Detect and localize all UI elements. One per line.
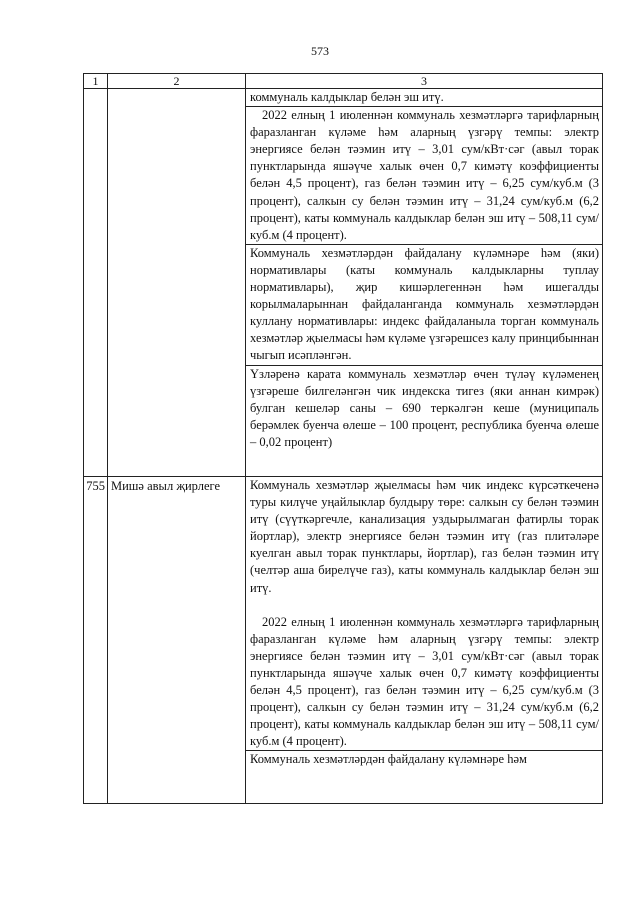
table-row: [84, 477, 603, 804]
settlement-name: [108, 89, 246, 477]
row-number: [84, 89, 108, 477]
table-row: [84, 89, 603, 477]
row-number: 755: [84, 477, 108, 804]
column-header-1: 1: [84, 74, 108, 89]
column-header-3: 3: [246, 74, 603, 89]
table-header-row: [84, 74, 603, 89]
paragraph: Үзләренә карата коммуналь хезмәтләр өчен түләү күләменең үзгәреше билгеләнгән чик индекска тигез (яки аннан кимрәк) булган кешеләр саны – 690 теркәлгән кеше (муниципаль берәмлек буенча өлеше – 100 процент, республика буенча өлеше – 0,02 процент): [250, 366, 599, 449]
paragraph: 2022 елның 1 июленнән коммуналь хезмәтләргә тарифларның фаразланган күләме һәм аларның үзгәрү темпы: электр энергиясе белән тәэмин итү – 3,01 сум/кВт·сәг (авыл торак пунктларында яшәүче халык өчен 0,7 кимәтү коэффициенты белән 4,5 процент), газ белән тәэмин итү – 6,25 сум/куб.м (3 процент), салкын су белән тәэмин итү – 31,24 сум/куб.м (6,2 процент), каты коммуналь калдыклар белән эш итү – 508,11 сум/куб.м (4 процент).: [246, 107, 602, 245]
row-content: [246, 89, 603, 477]
document-table: [83, 73, 603, 804]
page-number: 573: [311, 44, 329, 58]
paragraph: 2022 елның 1 июленнән коммуналь хезмәтләргә тарифларның фаразланган күләме һәм аларның үзгәрү темпы: электр энергиясе белән тәэмин итү – 3,01 сум/кВт·сәг (авыл торак пунктларында яшәүче халык өчен 0,7 кимәтү коэффициенты белән 4,5 процент), газ белән тәэмин итү – 6,25 сум/куб.м (3 процент), салкын су белән тәэмин итү – 31,24 сум/куб.м (6,2 процент), каты коммуналь калдыклар белән эш итү – 508,11 сум/куб.м (4 процент).: [246, 614, 602, 752]
paragraph: Коммуналь хезмәтләрдән файдалану күләмнәре һәм (яки) нормативлары (каты коммуналь калдыкларны туплау нормативлары), җир кишәрлегеннән һәм ишегалды корылмаларыннан файдаланганда коммуналь хезмәтләрдән куллану нормативлары: индекс файдаланыла торган коммуналь хезмәтләр җыелмасы һәм күләме үзгәрешсез калу принцибыннан чыгып исәпләнгән.: [246, 245, 602, 366]
paragraph: коммуналь калдыклар белән эш итү.: [246, 89, 602, 107]
settlement-name: Мишә авыл җирлеге: [108, 477, 246, 804]
column-header-2: 2: [108, 74, 246, 89]
paragraph: Коммуналь хезмәтләрдән файдалану күләмнәре һәм: [250, 752, 527, 767]
row-content: [246, 477, 603, 804]
paragraph: Коммуналь хезмәтләр җыелмасы һәм чик индекс күрсәткеченә туры килүче уңайлыклар булдыру төре: салкын су белән тәэмин итү (сүүткәргечле, канализация уздырылмаган фатирлы торак йортлар), электр энергиясе белән тәэмин итү (газ плитәләре куелган авыл торак пунктлары, йортлар), газ белән тәэмин итү (челтәр аша бирелүче газ), каты коммуналь калдыклар белән эш итү.: [250, 478, 599, 595]
